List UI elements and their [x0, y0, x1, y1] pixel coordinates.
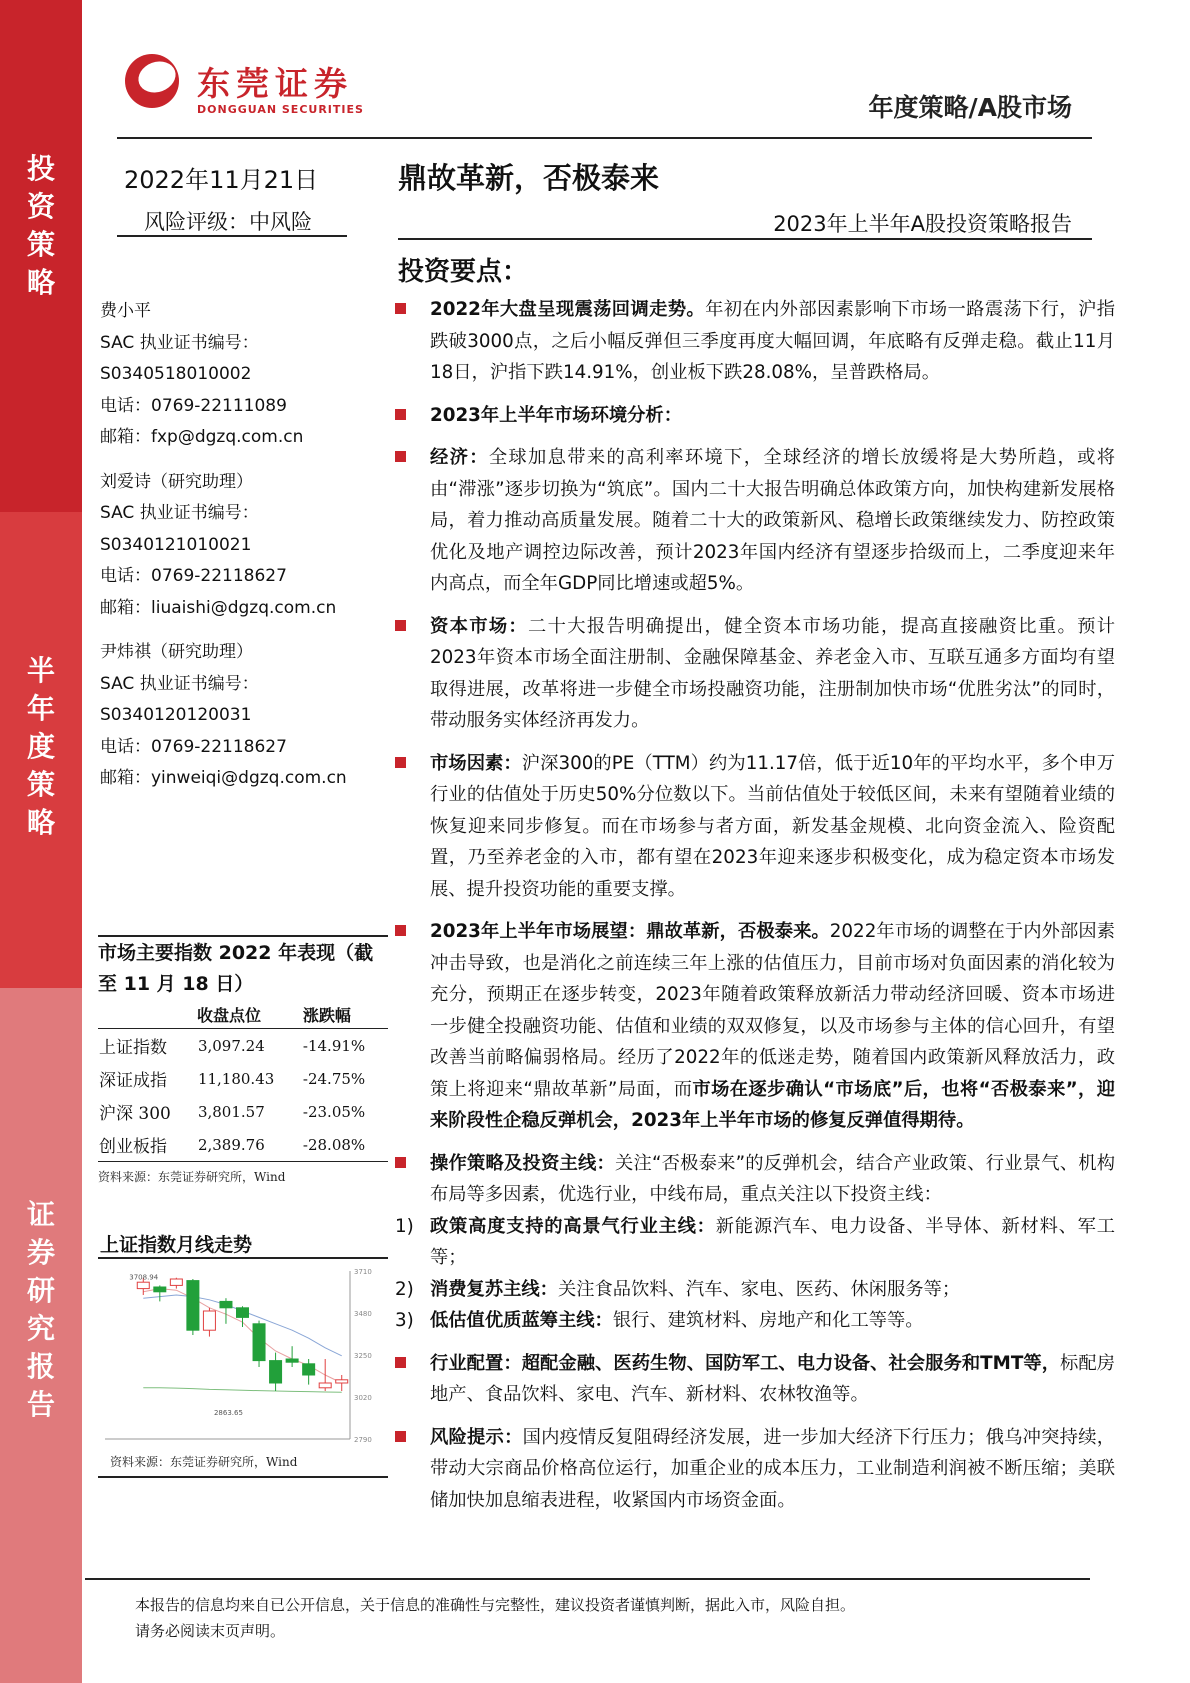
left-divider — [117, 235, 347, 237]
index-name: 上证指数 — [99, 1038, 167, 1058]
strategy-line-3 — [395, 1305, 1115, 1337]
line-heading: 低估值优质蓝筹主线： — [430, 1310, 613, 1331]
document-type: 年度策略/A股市场 — [868, 93, 1072, 122]
band-char: 资 — [26, 190, 55, 223]
band-char: 报 — [26, 1350, 55, 1383]
candle-body — [187, 1281, 199, 1331]
point-heading: 行业配置：超配金融、医药生物、国防军工、电力设备、社会服务和TMT等， — [430, 1352, 1061, 1374]
candle-body — [203, 1311, 215, 1330]
band-char: 究 — [26, 1312, 55, 1345]
header-divider — [117, 137, 1092, 139]
point-heading: 风险提示： — [430, 1426, 523, 1448]
candle-body — [270, 1361, 282, 1383]
point-2022-trend — [395, 294, 1115, 389]
point-text: 2022年市场的调整在于内外部因素冲击导致，也是消化之前连续三年上涨的估值压力，目前市场对负面因素的消化较为充分，预期正在逐步转变，2023年随着政策释放新活力带动经济回暖、资本市场进一步健全投融资功能、估值和业绩的双双修复，以及市场参与主体的信心回升，有望改善当前略偏弱格局。经历了2022年的低迷走势，随着国内政策新风释放活力，政策上将迎来“鼎故革新”局面，而 — [430, 921, 1115, 1100]
shanghai-monthly-kline-chart — [105, 1263, 385, 1448]
report-subtitle: 2023年上半年A股投资策略报告 — [773, 212, 1072, 236]
candle-body — [319, 1383, 331, 1388]
index-name: 沪深 300 — [99, 1104, 171, 1124]
index-name: 创业板指 — [98, 1128, 197, 1162]
index-close: 11,180.43 — [197, 1069, 275, 1088]
line-text: 关注食品饮料、汽车、家电、医药、休闲服务等； — [557, 1278, 961, 1300]
index-close: 3,801.57 — [197, 1102, 265, 1121]
analyst-cert: S0340518010002 — [100, 364, 252, 384]
side-band-strategy — [0, 0, 82, 512]
high-annotation: 3708.94 — [129, 1273, 159, 1282]
index-table-title: 市场主要指数 2022 年表现（截至 11 月 18 日） — [98, 942, 374, 995]
logo-chinese-name: 东莞证券 — [197, 64, 353, 103]
analyst-email: 邮箱：fxp@dgzq.com.cn — [100, 427, 304, 447]
band-char: 略 — [26, 266, 55, 299]
analyst-email: 邮箱：liuaishi@dgzq.com.cn — [100, 597, 337, 618]
title-divider — [398, 238, 1092, 240]
analyst-phone: 电话：0769-22118627 — [100, 736, 287, 757]
candle-body — [286, 1359, 298, 1362]
analyst-card — [100, 467, 380, 625]
point-capital-market — [395, 611, 1115, 737]
table-header: 收盘点位 — [197, 1000, 302, 1029]
band-char: 券 — [26, 1236, 55, 1269]
y-tick-label: 3480 — [354, 1310, 372, 1318]
band-char: 度 — [26, 730, 55, 763]
point-allocation — [395, 1348, 1115, 1411]
point-text: 沪深300的PE（TTM）约为11.17倍，低于近10年的平均水平，多个申万行业的估值处于历史50%分位数以下。当前估值处于较低区间，未来有望随着业绩的恢复迎来同步修复。而在市场参与者方面，新发基金规模、北向资金流入、险资配置，乃至养老金的入市，都有望在2023年迎来逐步积极变化，成为稳定资本市场发展、提升投资功能的重要支撑。 — [430, 752, 1115, 900]
point-heading: 2023年上半年市场展望：鼎故革新，否极泰来。 — [430, 921, 830, 942]
point-text: 标配房地产、食品饮料、家电、汽车、新材料、农林牧渔等。 — [430, 1352, 1116, 1405]
analyst-cert: S0340121010021 — [100, 534, 252, 555]
table-top-divider — [98, 935, 388, 937]
investment-points — [395, 294, 1115, 1527]
low-annotation: 2863.65 — [213, 1408, 243, 1417]
point-heading: 资本市场： — [430, 615, 529, 637]
disclaimer-line: 本报告的信息均来自已公开信息，关于信息的准确性与完整性，建议投资者谨慎判断，据此入市，风险自担。 — [135, 1596, 856, 1614]
table-row — [98, 1095, 388, 1128]
analyst-card — [100, 296, 380, 454]
disclaimer — [135, 1592, 855, 1644]
point-heading: 操作策略及投资主线： — [430, 1152, 615, 1174]
index-change: -28.08% — [302, 1128, 388, 1162]
table-row — [98, 1062, 388, 1095]
point-outlook — [395, 916, 1115, 1137]
table-source: 资料来源：东莞证券研究所，Wind — [98, 1170, 286, 1184]
chart-title-divider — [98, 1257, 388, 1259]
index-name: 深证成指 — [99, 1071, 167, 1091]
band-char: 策 — [26, 228, 55, 261]
chart-source: 资料来源：东莞证券研究所，Wind — [110, 1455, 298, 1469]
line-heading: 政策高度支持的高景气行业主线： — [430, 1215, 716, 1237]
analyst-name: 费小平 — [100, 301, 151, 321]
table-header-row — [98, 1000, 388, 1029]
point-strategy — [395, 1148, 1115, 1211]
point-emphasis: 市场在逐步确认“市场底”后，也将“否极泰来”，迎来阶段性企稳反弹机会，2023年上半年市场的修复反弹值得期待。 — [430, 1078, 1115, 1131]
disclaimer-line: 请务必阅读末页声明。 — [135, 1622, 286, 1640]
analyst-cert-label: SAC 执业证书编号： — [100, 673, 259, 694]
y-tick-label: 3020 — [354, 1394, 372, 1402]
index-change: -24.75% — [302, 1069, 366, 1088]
analyst-phone: 电话：0769-22111089 — [100, 395, 287, 416]
band-char: 年 — [26, 692, 55, 725]
table-header: 涨跌幅 — [302, 1000, 388, 1029]
y-tick-label: 3710 — [354, 1268, 372, 1276]
report-date: 2022年11月21日 — [124, 166, 319, 194]
index-close: 3,097.24 — [197, 1036, 265, 1055]
table-row — [98, 1128, 388, 1162]
band-char: 证 — [26, 1198, 55, 1231]
analyst-phone: 电话：0769-22118627 — [100, 566, 287, 586]
list-number: 2) — [395, 1278, 414, 1300]
candle-body — [237, 1308, 249, 1318]
footer-divider — [85, 1578, 1090, 1580]
point-economy — [395, 442, 1115, 600]
point-heading: 2023年上半年市场环境分析： — [430, 404, 682, 426]
side-band-half-year — [0, 512, 82, 988]
logo-english-name: DONGGUAN SECURITIES — [197, 103, 364, 116]
index-change: -14.91% — [302, 1036, 366, 1055]
candle-body — [336, 1380, 348, 1383]
point-text: 国内疫情反复阻碍经济发展，进一步加大经济下行压力；俄乌冲突持续，带动大宗商品价格高位运行，加重企业的成本压力，工业制造利润被不断压缩；美联储加快加息缩表进程，收紧国内市场资金面。 — [430, 1426, 1116, 1511]
candle-body — [170, 1279, 182, 1285]
risk-rating: 风险评级：中风险 — [144, 210, 312, 234]
band-char: 半 — [26, 654, 55, 687]
point-risk — [395, 1422, 1115, 1517]
point-heading: 2022年大盘呈现震荡回调走势。 — [430, 299, 706, 320]
candle-body — [154, 1287, 166, 1292]
y-tick-label: 3250 — [354, 1352, 372, 1360]
point-environment — [395, 400, 1115, 432]
candle-body — [137, 1282, 149, 1288]
analyst-cert: S0340120120031 — [100, 705, 252, 725]
list-number: 1) — [395, 1215, 414, 1237]
analyst-list — [100, 296, 380, 808]
strategy-line-1 — [395, 1211, 1115, 1274]
report-title: 鼎故革新，否极泰来 — [398, 161, 660, 195]
point-heading: 市场因素： — [430, 752, 522, 774]
ma-flat-line — [143, 1388, 341, 1392]
band-char: 略 — [26, 806, 55, 839]
index-performance-box — [98, 938, 388, 1185]
chart-title: 上证指数月线走势 — [100, 1234, 253, 1256]
point-market-factors — [395, 748, 1115, 906]
strategy-line-2 — [395, 1274, 1115, 1306]
point-heading: 经济： — [430, 447, 489, 468]
band-char: 投 — [26, 152, 55, 185]
side-band-research-report — [0, 988, 82, 1683]
candle-body — [253, 1324, 265, 1361]
analyst-name: 刘爱诗（研究助理） — [100, 471, 253, 492]
line-text: 新能源汽车、电力设备、半导体、新材料、军工等； — [430, 1215, 1116, 1268]
analyst-name: 尹炜祺（研究助理） — [100, 642, 253, 662]
line-text: 银行、建筑材料、房地产和化工等等。 — [612, 1310, 924, 1331]
analyst-card — [100, 637, 380, 795]
table-header — [98, 1000, 197, 1029]
line-heading: 消费复苏主线： — [430, 1278, 558, 1300]
candle-body — [303, 1364, 315, 1375]
point-text: 年初在内外部因素影响下市场一路震荡下行，沪指跌破3000点，之后小幅反弹但三季度再度大幅回调，年底略有反弹走稳。截止11月18日，沪指下跌14.91%，创业板下跌28.08%，呈普跌格局。 — [430, 299, 1115, 383]
candle-body — [220, 1301, 232, 1307]
index-table — [98, 1000, 388, 1162]
list-number: 3) — [395, 1310, 414, 1331]
y-tick-label: 2790 — [354, 1436, 372, 1444]
point-text: 二十大报告明确提出，健全资本市场功能，提高直接融资比重。预计2023年资本市场全面注册制、金融保障基金、养老金入市、互联互通多方面均有望取得进展，改革将进一步健全市场投融资功能，注册制加快市场“优胜劣汰”的同时，带动服务实体经济再发力。 — [430, 615, 1115, 731]
investment-points-heading: 投资要点： — [398, 257, 529, 287]
band-char: 研 — [26, 1274, 55, 1307]
point-text: 全球加息带来的高利率环境下，全球经济的增长放缓将是大势所趋，或将由“滞涨”逐步切换为“筑底”。国内二十大报告明确总体政策方向，加快构建新发展格局，着力推动高质量发展。随着二十大的政策新风、稳增长政策继续发力、防控政策优化及地产调控边际改善，预计2023年国内经济有望逐步拾级而上，二季度迎来年内高点，而全年GDP同比增速或超5%。 — [430, 447, 1115, 594]
band-char: 告 — [26, 1388, 55, 1421]
index-change: -23.05% — [302, 1102, 366, 1121]
analyst-cert-label: SAC 执业证书编号： — [100, 332, 259, 353]
analyst-email: 邮箱：yinweiqi@dgzq.com.cn — [100, 768, 347, 788]
point-text: 关注“否极泰来”的反弹机会，结合产业政策、行业景气、机构布局等多因素，优选行业，中线布局，重点关注以下投资主线： — [430, 1152, 1116, 1205]
table-row — [98, 1029, 388, 1063]
chart-bottom-divider — [98, 1476, 388, 1478]
index-close: 2,389.76 — [197, 1128, 302, 1162]
band-char: 策 — [26, 768, 55, 801]
analyst-cert-label: SAC 执业证书编号： — [100, 503, 259, 523]
